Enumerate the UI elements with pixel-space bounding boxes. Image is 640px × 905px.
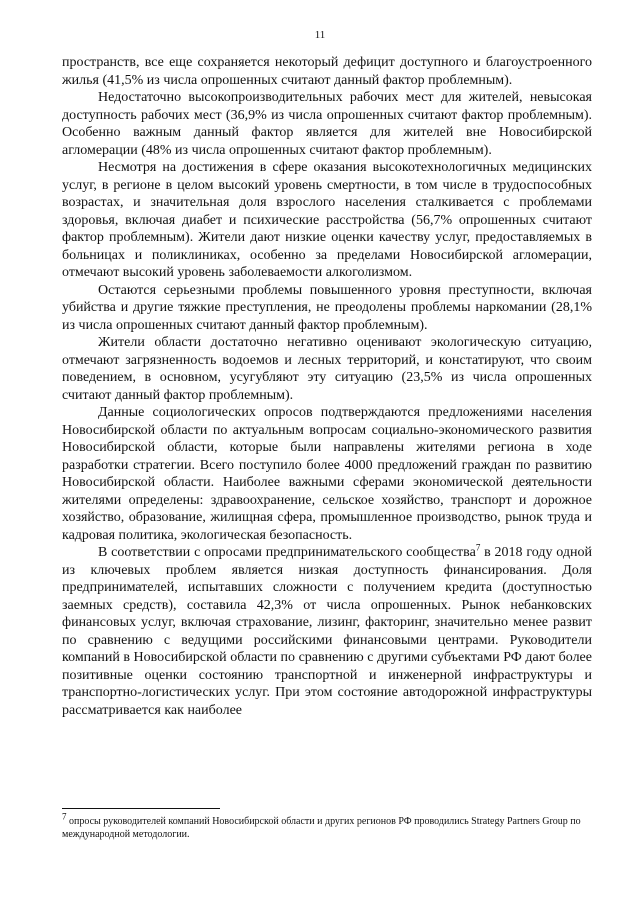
paragraph-ecology: Жители области достаточно негативно оценивают экологическую ситуацию, отмечают загрязненность водоемов и лесных территорий, и констатируют, что своим поведением, в основном, усугубляют эту ситуацию (23,5% из числа опрошенных считают данный фактор проблемным).	[62, 335, 592, 403]
business-survey-text-start: В соответствии с опросами предпринимательского сообщества	[98, 545, 476, 560]
business-survey-text-rest: в 2018 году одной из ключевых проблем является низкая доступность финансирования. Доля предпринимателей, испытавших сложности с получением кредита (доступностью заемных средств), составила 42,3% от числа опрошенных. Рынок небанковских финансовых услуг, включая страхование, лизинг, факторинг, значительно менее развит по сравнению с ведущими российскими финансовыми центрами. Руководители компаний в Новосибирской области по сравнению с другими субъектами РФ дают более позитивные оценки состоянию транспортной и инженерной инфраструктуры и транспортно-логистических услуг. При этом состояние автодорожной инфраструктуры рассматривается как наиболее	[62, 545, 592, 718]
footnote-marker: 7	[62, 811, 67, 822]
paragraph-survey-proposals: Данные социологических опросов подтверждаются предложениями населения Новосибирской области по актуальным вопросам социально-экономического развития Новосибирской области, которые были направлены жителями региона в ходе разработки стратегии. Всего поступило более 4000 предложений граждан по развитию Новосибирской области. Наиболее важными сферами экономической деятельности жителями определены: здравоохранение, сельское хозяйство, транспорт и дорожное хозяйство, образование, жилищная сфера, промышленное производство, рынок труда и кадровая политика, экологическая безопасность.	[62, 405, 592, 543]
footnote-reference: 7	[475, 542, 481, 553]
footnote-separator	[62, 808, 220, 809]
paragraph-business-survey	[62, 544, 592, 719]
paragraph-health: Несмотря на достижения в сфере оказания высокотехнологичных медицинских услуг, в регионе в целом высокий уровень смертности, в том числе в трудоспособных возрастах, и значительная доля взрослого населения сталкивается с проблемами здоровья, включая диабет и психические расстройства (56,7% опрошенных считают фактор проблемным). Жители дают низкие оценки качеству услуг, предоставляемых в больницах и поликлиниках, особенно за пределами Новосибирской агломерации, отмечают высокий уровень заболеваемости алкоголизмом.	[62, 160, 592, 280]
paragraph-crime: Остаются серьезными проблемы повышенного уровня преступности, включая убийства и другие тяжкие преступления, не преодолены проблемы наркомании (28,1% из числа опрошенных считают данный фактор проблемным).	[62, 282, 592, 333]
body-text	[62, 54, 592, 719]
footnote-text: опросы руководителей компаний Новосибирской области и других регионов РФ проводились Strategy Partners Group по международной методологии.	[62, 816, 581, 840]
paragraph-housing-continuation: пространств, все еще сохраняется некоторый дефицит доступного и благоустроенного жилья (41,5% из числа опрошенных считают данный фактор проблемным).	[62, 55, 592, 88]
page-number: 11	[314, 29, 326, 41]
footnote	[62, 811, 592, 841]
paragraph-jobs: Недостаточно высокопроизводительных рабочих мест для жителей, невысокая доступность рабочих мест (36,9% из числа опрошенных считают фактор проблемным). Особенно важным данный фактор является для жителей вне Новосибирской агломерации (48% из числа опрошенных считают фактор проблемным).	[62, 90, 592, 158]
